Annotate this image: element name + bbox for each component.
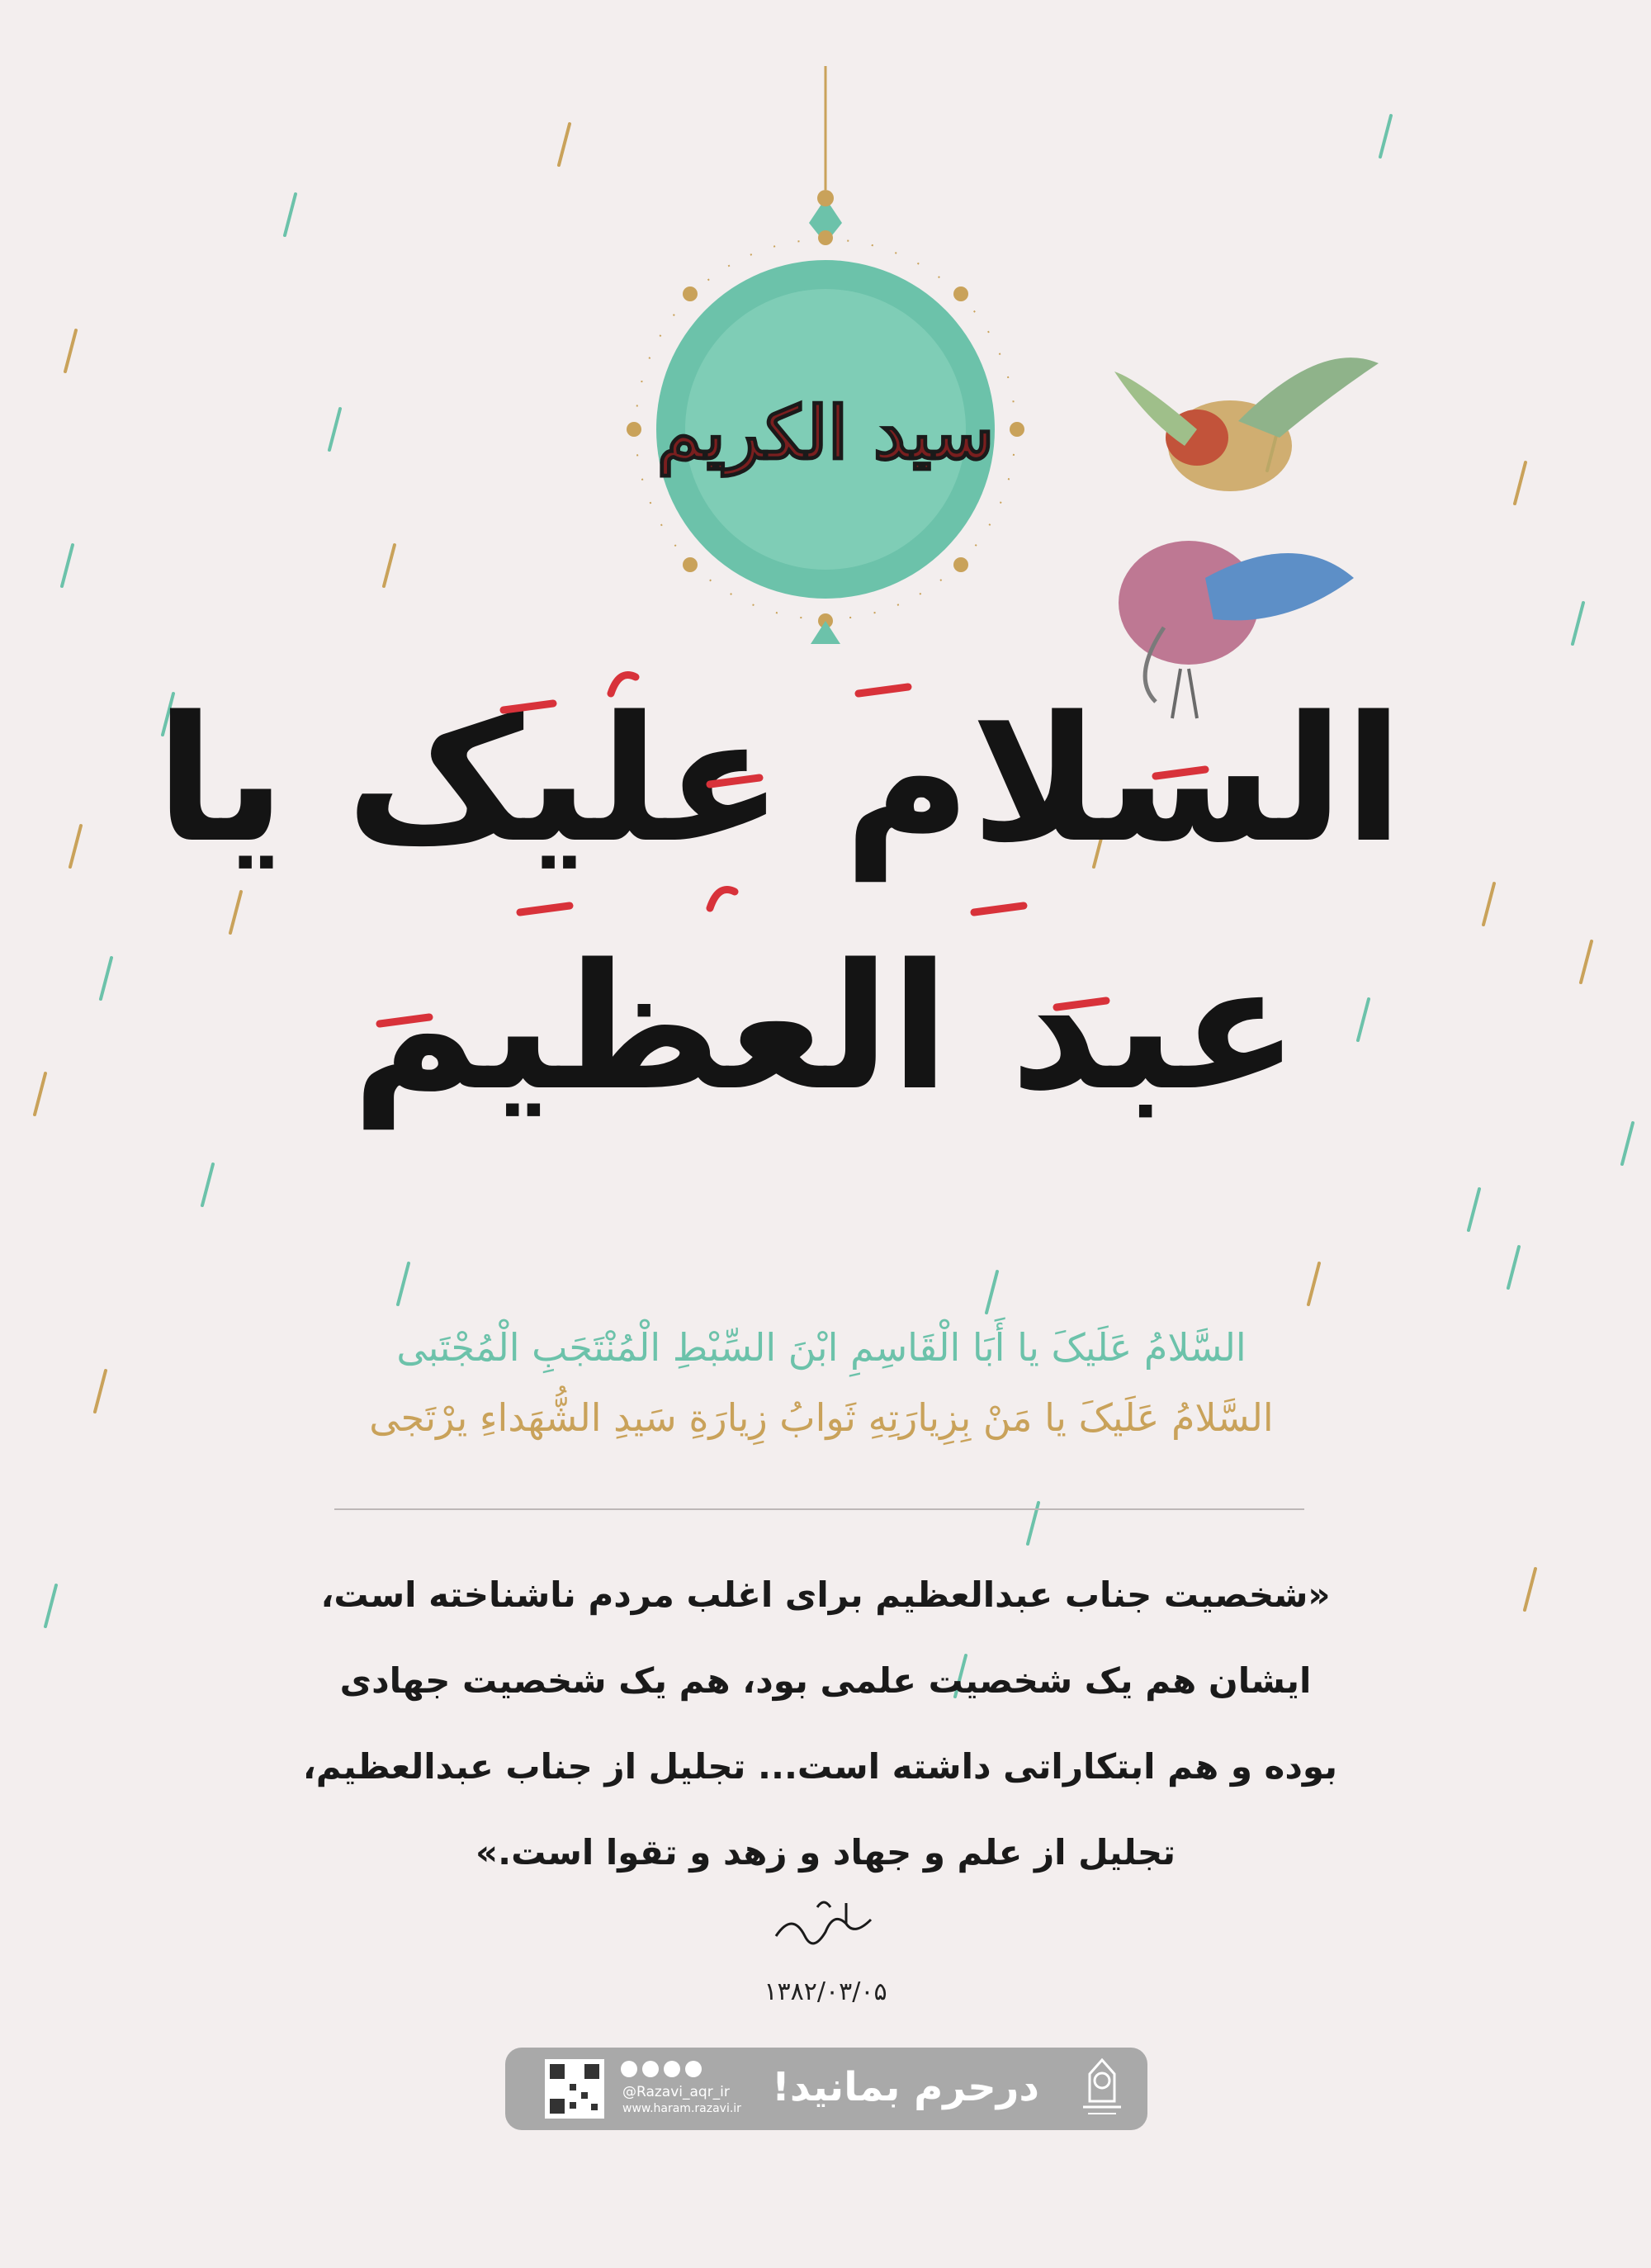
quote-line: تجلیل از علم و جهاد و زهد و تقوا است.» xyxy=(475,1832,1176,1873)
quote-line: «شخصیت جناب عبدالعظیم برای اغلب مردم ناشناخته است، xyxy=(320,1574,1331,1615)
calligraphy-line-1: السلام علیک یا xyxy=(155,679,1403,881)
quote-block xyxy=(302,1552,1337,1896)
calligraphy-line-2: عبد العظیم xyxy=(352,926,1299,1129)
quote-line: بوده و هم ابتکاراتی داشته است... تجلیل از جناب عبدالعظیم، xyxy=(302,1746,1337,1787)
social-icons xyxy=(621,2061,702,2077)
quote-line: ایشان هم یک شخصیت علمی بود، هم یک شخصیت جهادی xyxy=(339,1660,1312,1701)
qr-code-icon[interactable] xyxy=(545,2059,604,2119)
social-icon[interactable] xyxy=(642,2061,659,2077)
signature-mark xyxy=(768,1891,883,1957)
medallion-emblem xyxy=(594,66,1057,644)
ziyarat-line-1: السَّلامُ عَلَیکَ یا أَبَا الْقَاسِمِ ابْنَ السِّبْطِ الْمُنْتَجَبِ الْمُجْتَبی xyxy=(396,1325,1247,1370)
calligraphy-accents xyxy=(155,661,1403,1304)
social-handle[interactable]: @Razavi_aqr_ir xyxy=(622,2084,730,2100)
date-label: ۱۳۸۲/۰۳/۰۵ xyxy=(764,1977,887,2006)
footer-bar xyxy=(505,2048,1147,2130)
shrine-logo-icon xyxy=(1073,2056,1131,2122)
social-icon[interactable] xyxy=(621,2061,637,2077)
ziyarat-line-2: السَّلامُ عَلَیکَ یا مَنْ بِزِیارَتِهِ ثَوابُ زِیارَةِ سَیدِ الشُّهَداءِ یرْتَجی xyxy=(369,1395,1274,1440)
footer-slogan: درحرم بمانید! xyxy=(771,2064,1040,2110)
section-divider xyxy=(334,1508,1304,1510)
main-calligraphy xyxy=(155,661,1403,1304)
website-link[interactable]: www.haram.razavi.ir xyxy=(622,2102,741,2115)
medallion-calligraphy: سید الکریم xyxy=(656,390,995,476)
social-icon[interactable] xyxy=(664,2061,680,2077)
social-icon[interactable] xyxy=(685,2061,702,2077)
